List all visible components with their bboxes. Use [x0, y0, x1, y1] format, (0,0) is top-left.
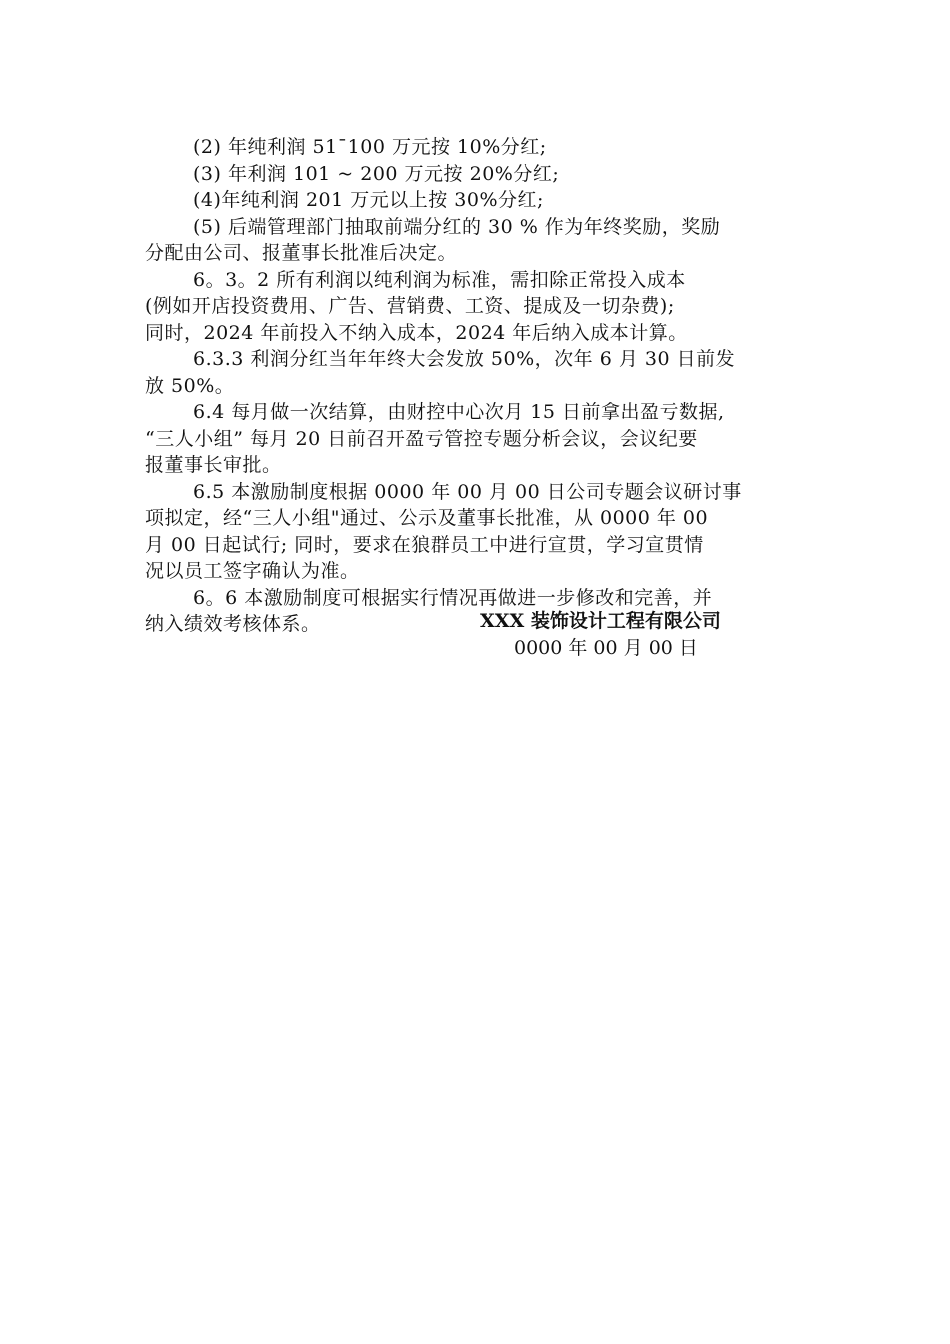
document-body	[145, 134, 835, 638]
text-line: 6.4 每月做一次结算，由财控中心次月 15 日前拿出盈亏数据,	[193, 401, 725, 423]
text-line: 况以员工签字确认为准。	[145, 560, 360, 582]
text-line: (例如开店投资费用、广告、营销费、工资、提成及一切杂费);	[145, 295, 675, 317]
text-line: (3) 年利润 101 ~ 200 万元按 20%分红;	[193, 162, 560, 185]
text-line: (5) 后端管理部门抽取前端分红的 30 % 作为年终奖励，奖励	[193, 215, 721, 238]
text-line: 分配由公司、报董事长批准后决定。	[145, 242, 458, 264]
text-line: 6.5 本激励制度根据 0000 年 00 月 00 日公司专题会议研讨事	[193, 480, 742, 503]
text-line: 报董事长审批。	[145, 454, 282, 476]
text-line: “三人小组” 每月 20 日前召开盈亏管控专题分析会议，会议纪要	[145, 427, 698, 450]
signature-date: 0000 年 00 月 00 日	[514, 637, 698, 659]
text-line: 放 50%。	[145, 374, 235, 397]
text-line: 项拟定，经“三人小组"通过、公示及董事长批准，从 0000 年 00	[145, 507, 709, 529]
text-line: 纳入绩效考核体系。	[145, 613, 321, 635]
text-line: 6。6 本激励制度可根据实行情况再做进一步修改和完善，并	[193, 586, 713, 609]
text-line: 月 00 日起试行; 同时，要求在狼群员工中进行宣贯，学习宣贯情	[145, 533, 704, 556]
text-line: 同时，2024 年前投入不纳入成本，2024 年后纳入成本计算。	[145, 321, 688, 344]
text-line: 6.3.3 利润分红当年年终大会发放 50%，次年 6 月 30 日前发	[193, 348, 736, 370]
text-line: (4)年纯利润 201 万元以上按 30%分红;	[193, 189, 544, 211]
signature-block	[480, 608, 721, 662]
company-name: XXX 装饰设计工程有限公司	[480, 610, 721, 632]
text-line: (2) 年纯利润 51¯100 万元按 10%分红;	[193, 136, 547, 158]
text-line: 6。3。2 所有利润以纯利润为标准，需扣除正常投入成本	[193, 268, 686, 291]
